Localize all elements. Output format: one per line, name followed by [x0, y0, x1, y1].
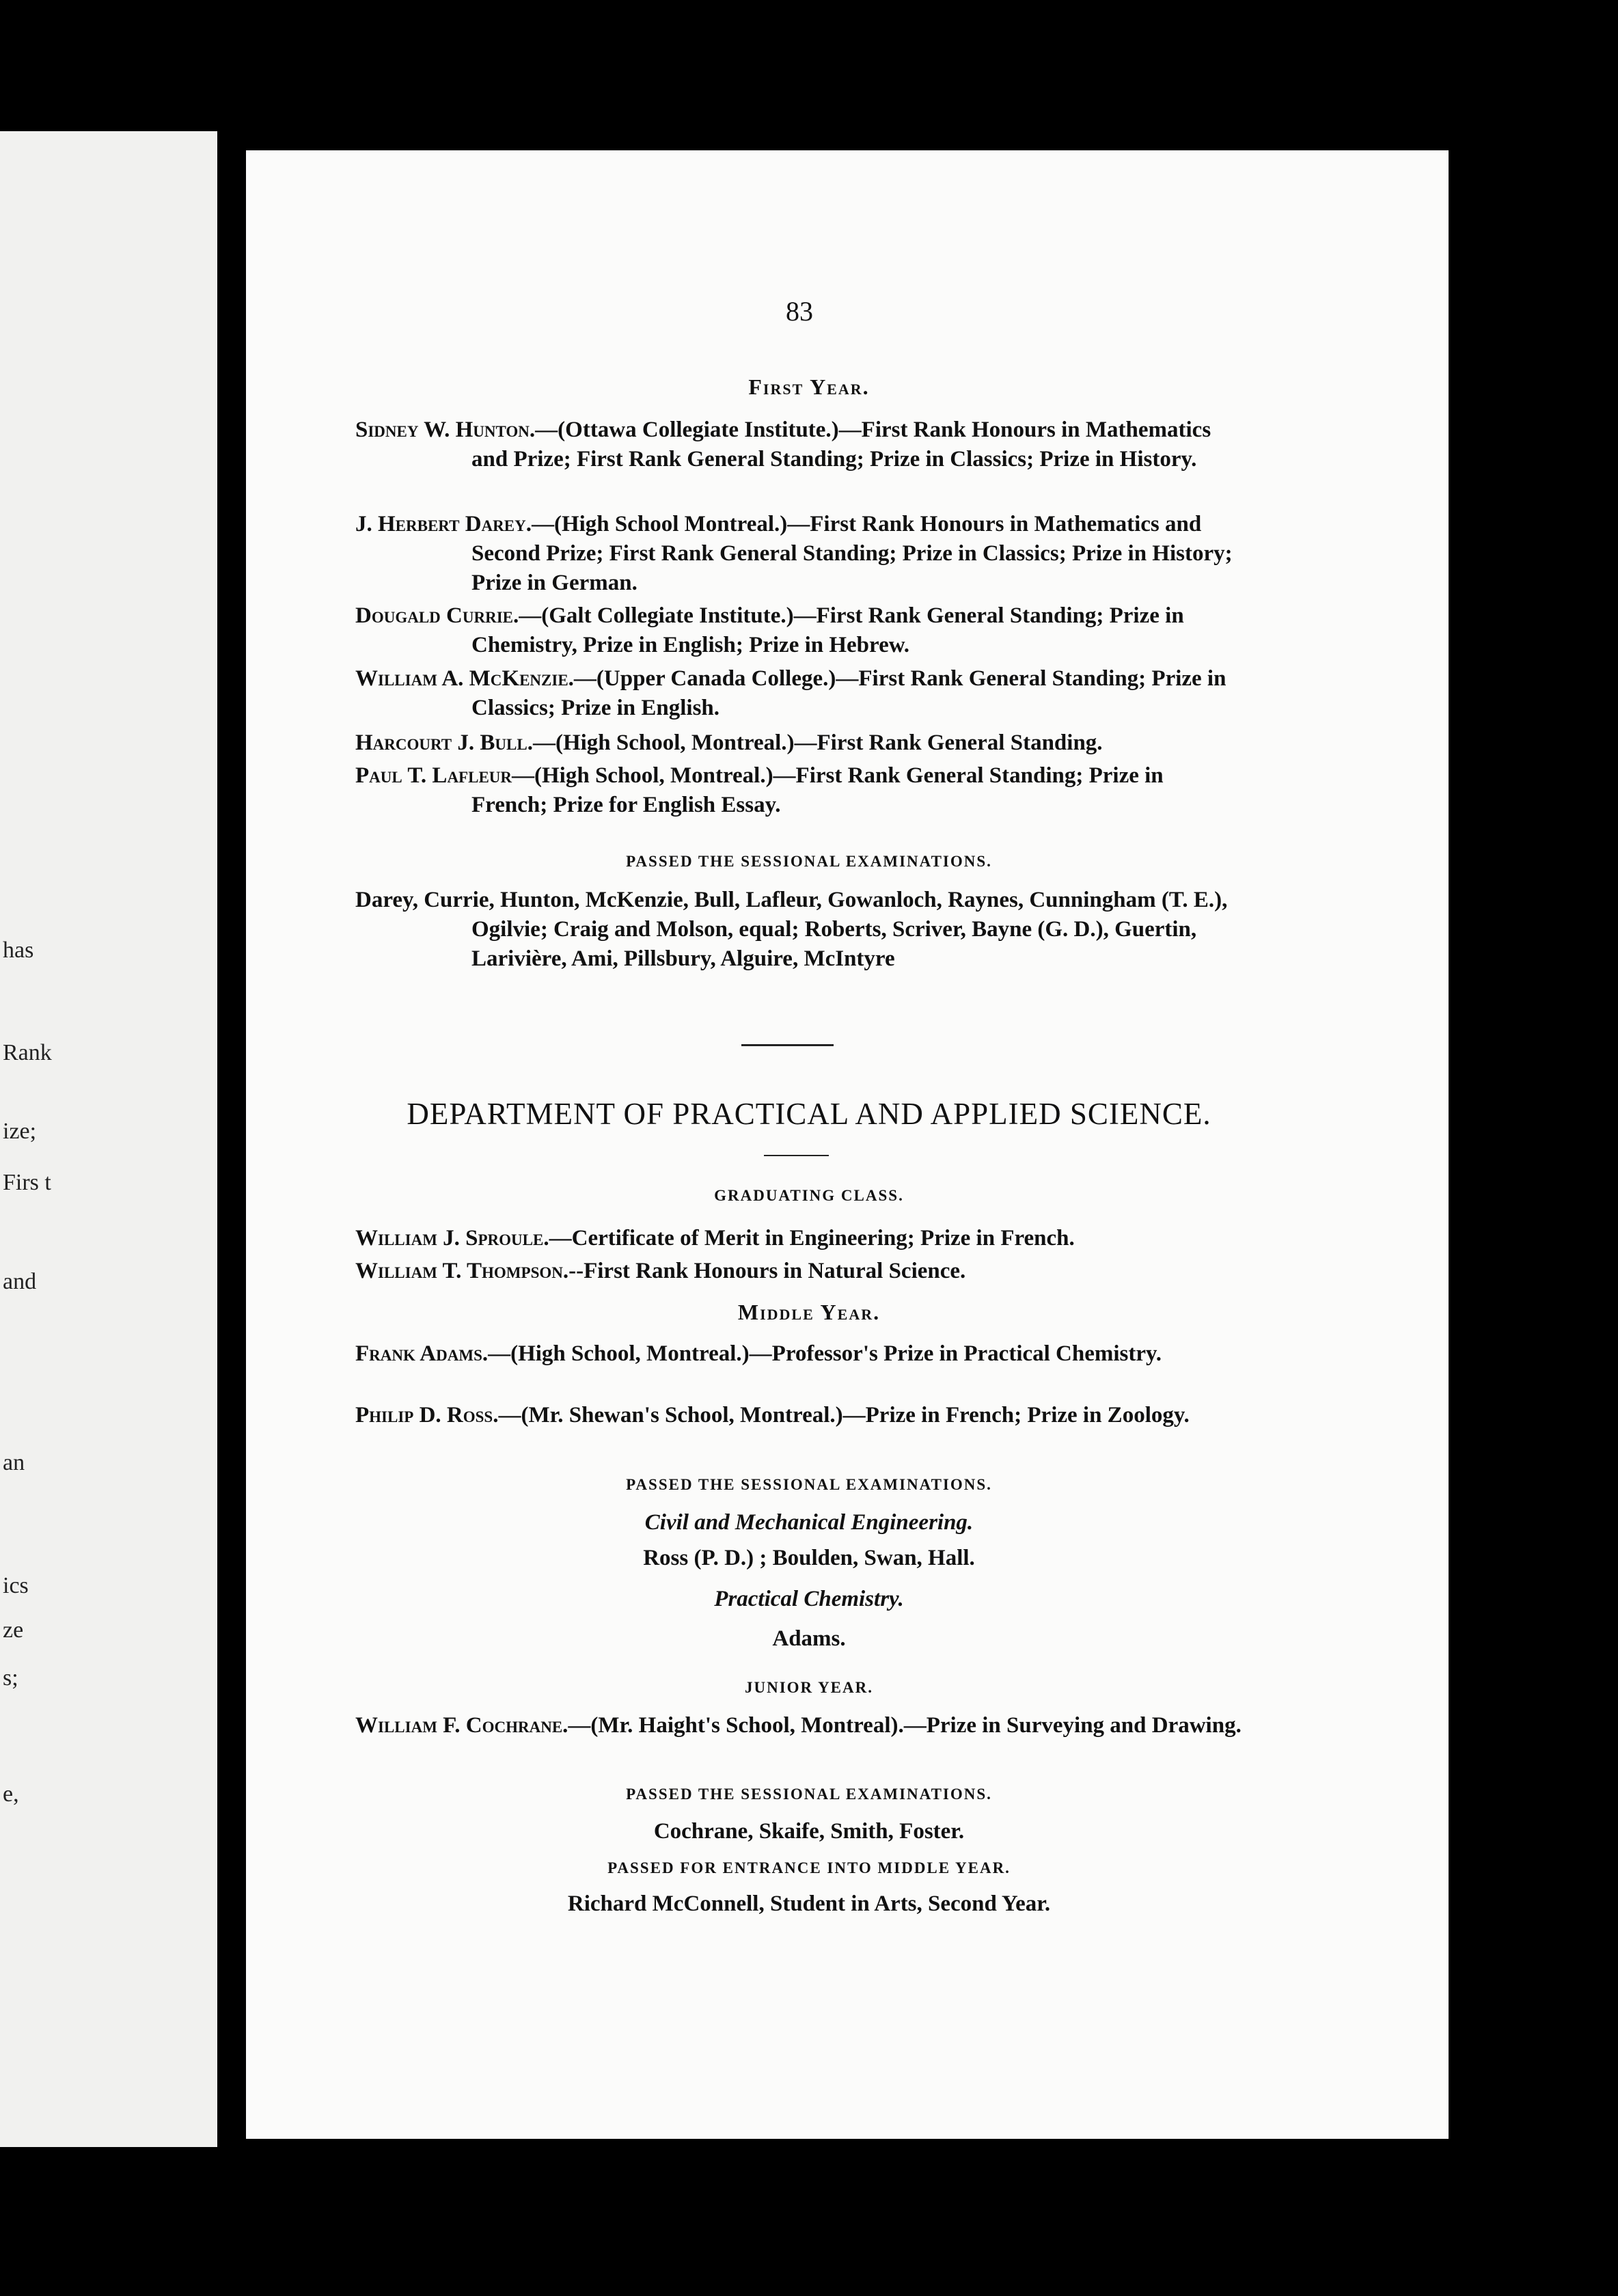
prize-entry	[355, 664, 1244, 723]
entry-text: --First Rank Honours in Natural Science.	[568, 1259, 966, 1283]
civil-engineering-heading: Civil and Mechanical Engineering.	[644, 1510, 974, 1535]
divider	[741, 1044, 834, 1046]
margin-fragment: and	[3, 1269, 37, 1294]
page-number: 83	[786, 296, 813, 327]
student-name: Dougald Currie.	[355, 603, 519, 628]
passed-heading: PASSED THE SESSIONAL EXAMINATIONS.	[626, 1476, 992, 1493]
prize-entry	[355, 728, 1244, 758]
entrance-heading: PASSED FOR ENTRANCE INTO MIDDLE YEAR.	[607, 1859, 1011, 1876]
margin-fragment: ize;	[3, 1119, 37, 1144]
entry-text: —(High School, Montreal.)—Professor's Prize in Practical Chemistry.	[488, 1341, 1162, 1366]
margin-fragment: an	[3, 1450, 25, 1475]
margin-fragment: has	[3, 938, 34, 963]
student-name: William J. Sproule.	[355, 1226, 549, 1250]
prize-entry	[355, 1224, 1244, 1253]
civil-engineering-list: Ross (P. D.) ; Boulden, Swan, Hall.	[643, 1546, 975, 1570]
entry-text: —(High School, Montreal.)—First Rank General Standing.	[532, 730, 1103, 755]
margin-fragment: s;	[3, 1665, 18, 1691]
entry-text: —(Mr. Shewan's School, Montreal.)—Prize in French; Prize in Zoology.	[498, 1403, 1190, 1427]
entry-text: —(High School Montreal.)—First Rank Honours in Mathematics and Second Prize; First Rank General Standing; Prize in Classics; Prize in History; Prize in German.	[471, 512, 1233, 595]
student-name: William T. Thompson.	[355, 1259, 569, 1283]
student-name: Paul T. Lafleur	[355, 763, 512, 788]
divider	[764, 1155, 829, 1156]
prize-entry	[355, 415, 1244, 474]
margin-fragment: Firs t	[3, 1170, 51, 1195]
facing-page-edge	[0, 131, 217, 2147]
entry-text: —(Ottawa Collegiate Institute.)—First Rank Honours in Mathematics and Prize; First Rank General Standing; Prize in Classics; Prize in History.	[471, 418, 1211, 472]
entry-text: —(Upper Canada College.)—First Rank General Standing; Prize in Classics; Prize in English.	[471, 666, 1226, 720]
margin-fragment: ics	[3, 1573, 29, 1598]
student-name: William F. Cochrane.	[355, 1713, 568, 1738]
passed-heading: PASSED THE SESSIONAL EXAMINATIONS.	[626, 1786, 992, 1803]
entry-text: —(Mr. Haight's School, Montreal).—Prize in Surveying and Drawing.	[568, 1713, 1242, 1738]
passed-list: Cochrane, Skaife, Smith, Foster.	[653, 1819, 965, 1844]
margin-fragment: e,	[3, 1781, 19, 1807]
prize-entry	[355, 1257, 1244, 1286]
first-year-heading: First Year.	[748, 374, 870, 399]
student-name: Harcourt J. Bull.	[355, 730, 533, 755]
prize-entry	[355, 510, 1244, 598]
practical-chemistry-heading: Practical Chemistry.	[714, 1587, 904, 1611]
junior-year-heading: JUNIOR YEAR.	[745, 1679, 873, 1696]
student-name: Frank Adams.	[355, 1341, 489, 1366]
prize-entry	[355, 761, 1244, 820]
entry-text: —(Galt Collegiate Institute.)—First Rank General Standing; Prize in Chemistry, Prize in English; Prize in Hebrew.	[471, 603, 1184, 657]
prize-entry	[355, 601, 1244, 660]
student-name: Philip D. Ross.	[355, 1403, 499, 1427]
entry-text: —Certificate of Merit in Engineering; Prize in French.	[549, 1226, 1075, 1250]
passed-list: Darey, Currie, Hunton, McKenzie, Bull, Lafleur, Gowanloch, Raynes, Cunningham (T. E.), Ogilvie; Craig and Molson, equal; Roberts, Scriver, Bayne (G. D.), Guertin, Larivière, Ami, Pillsbury, Alguire, McIntyre	[355, 888, 1228, 971]
student-name: J. Herbert Darey.	[355, 512, 532, 536]
practical-chemistry-list: Adams.	[772, 1626, 846, 1651]
department-title: DEPARTMENT OF PRACTICAL AND APPLIED SCIENCE.	[407, 1097, 1211, 1131]
prize-entry	[355, 1339, 1244, 1369]
passed-heading: PASSED THE SESSIONAL EXAMINATIONS.	[626, 853, 992, 870]
middle-year-heading: Middle Year.	[737, 1300, 881, 1324]
prize-entry	[355, 1711, 1244, 1740]
student-name: William A. McKenzie.	[355, 666, 574, 691]
entrance-list: Richard McConnell, Student in Arts, Second Year.	[567, 1891, 1051, 1916]
margin-fragment: ze	[3, 1617, 24, 1643]
graduating-heading: GRADUATING CLASS.	[714, 1187, 904, 1204]
margin-fragment: Rank	[3, 1040, 52, 1065]
entry-text: —(High School, Montreal.)—First Rank General Standing; Prize in French; Prize for English Essay.	[471, 763, 1164, 817]
prize-entry	[355, 1401, 1244, 1430]
student-name: Sidney W. Hunton.	[355, 418, 536, 442]
